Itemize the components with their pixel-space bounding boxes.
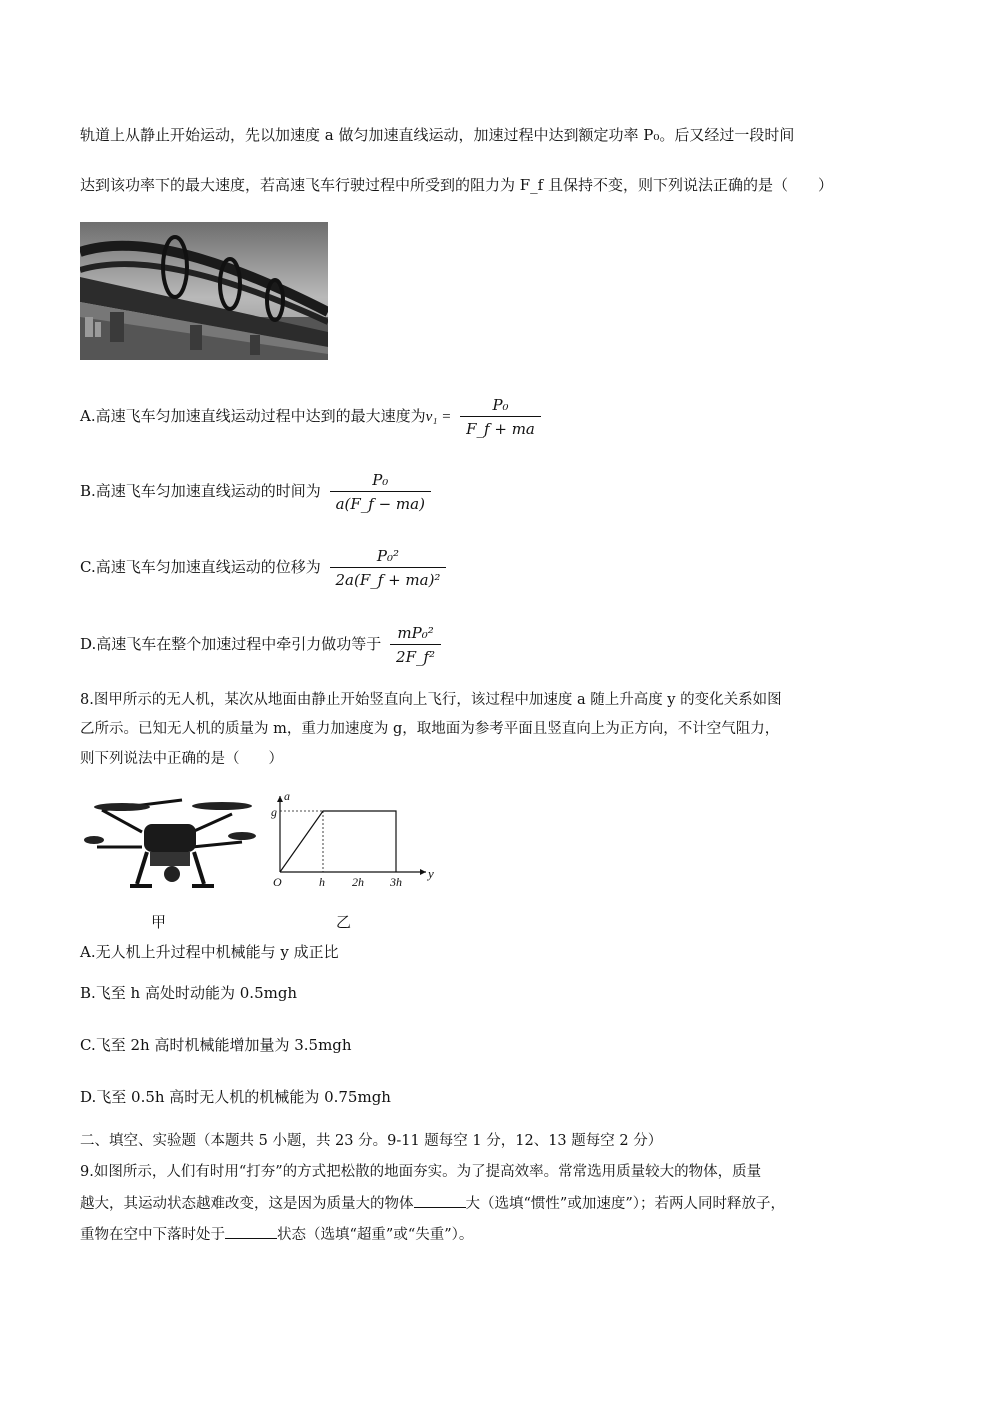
graph-tick-3h: 3h bbox=[390, 875, 402, 889]
graph-g-label: g bbox=[271, 805, 277, 819]
acceleration-height-graph bbox=[266, 786, 441, 894]
option-d-fraction: $\frac{\text{mP₀²}}{\text{2F\_f²}}$ bbox=[390, 624, 441, 666]
q7-stem-line-2: 达到该功率下的最大速度，若高速飞车行驶过程中所受到的阻力为 F_f 且保持不变，则下列说法正确的是（ ） bbox=[80, 176, 834, 194]
q7-option-d: D.高速飞车在整个加速过程中牵引力做功等于 $\frac{\text{mP₀²}}{\text{2F\_f²}}$ bbox=[80, 624, 441, 666]
caption-yi: 乙 bbox=[336, 913, 352, 931]
q8-option-d: D.飞至 0.5h 高时无人机的机械能为 0.75mgh bbox=[80, 1088, 391, 1106]
drone-photo bbox=[82, 792, 257, 894]
q8-stem-line-1: 8.图甲所示的无人机，某次从地面由静止开始竖直向上飞行，该过程中加速度 a 随上升高度 y 的变化关系如图 bbox=[80, 692, 782, 708]
option-c-fraction: $\frac{\text{P₀²}}{\text{2a(F\_f + ma)²}}$ bbox=[330, 547, 447, 589]
graph-tick-2h: 2h bbox=[352, 875, 364, 889]
q8-option-a: A.无人机上升过程中机械能与 y 成正比 bbox=[80, 943, 339, 961]
graph-x-axis-label: y bbox=[428, 866, 434, 881]
q8-option-c: C.飞至 2h 高时机械能增加量为 3.5mgh bbox=[80, 1036, 352, 1054]
option-a-fraction: $\frac{\text{P₀}}{F\_f + ma}$ bbox=[460, 396, 541, 438]
section-2-heading: 二、填空、实验题（本题共 5 小题，共 23 分。9-11 题每空 1 分，12、13 题每空 2 分） bbox=[80, 1133, 663, 1149]
graph-origin-label: O bbox=[273, 875, 282, 889]
q9-stem-line-3: 重物在空中下落时处于 状态（选填“超重”或“失重”）。 bbox=[80, 1227, 474, 1243]
q9-stem-line-1: 9.如图所示，人们有时用“打夯”的方式把松散的地面夯实。为了提高效率。常常选用质量较大的物体，质量 bbox=[80, 1164, 762, 1180]
q9-blank-1[interactable] bbox=[414, 1195, 466, 1208]
q9-blank-2[interactable] bbox=[225, 1226, 277, 1239]
option-b-fraction: $\frac{\text{P₀}}{a(F\_f - ma)}$ bbox=[330, 471, 431, 513]
graph-tick-h: h bbox=[319, 875, 325, 889]
q7-option-b: B.高速飞车匀加速直线运动的时间为 $\frac{\text{P₀}}{a(F\_f - ma)}$ bbox=[80, 471, 431, 513]
q9-stem-line-2: 越大，其运动状态越难改变，这是因为质量大的物体 大（选填“惯性”或加速度”）；若两人同时释放子， bbox=[80, 1196, 785, 1212]
hyperloop-photo bbox=[80, 222, 328, 360]
graph-curve bbox=[280, 811, 396, 872]
q8-stem-line-3: 则下列说法中正确的是（ ） bbox=[80, 751, 283, 767]
graph-y-axis-label: a bbox=[284, 789, 290, 803]
caption-jia: 甲 bbox=[151, 913, 167, 931]
q7-option-a: A.高速飞车匀加速直线运动过程中达到的最大速度为v₁ = $\frac{\text{P₀}}{F\_f + ma}$ bbox=[80, 396, 541, 438]
q8-stem-line-2: 乙所示。已知无人机的质量为 m，重力加速度为 g，取地面为参考平面且竖直向上为正方向，不计空气阻力， bbox=[80, 721, 780, 737]
q8-option-b: B.飞至 h 高处时动能为 0.5mgh bbox=[80, 984, 298, 1002]
q7-stem-line-1: 轨道上从静止开始运动，先以加速度 a 做匀加速直线运动，加速过程中达到额定功率 P₀。后又经过一段时间 bbox=[80, 126, 795, 144]
q7-option-c: C.高速飞车匀加速直线运动的位移为 $\frac{\text{P₀²}}{\text{2a(F\_f + ma)²}}$ bbox=[80, 547, 446, 589]
